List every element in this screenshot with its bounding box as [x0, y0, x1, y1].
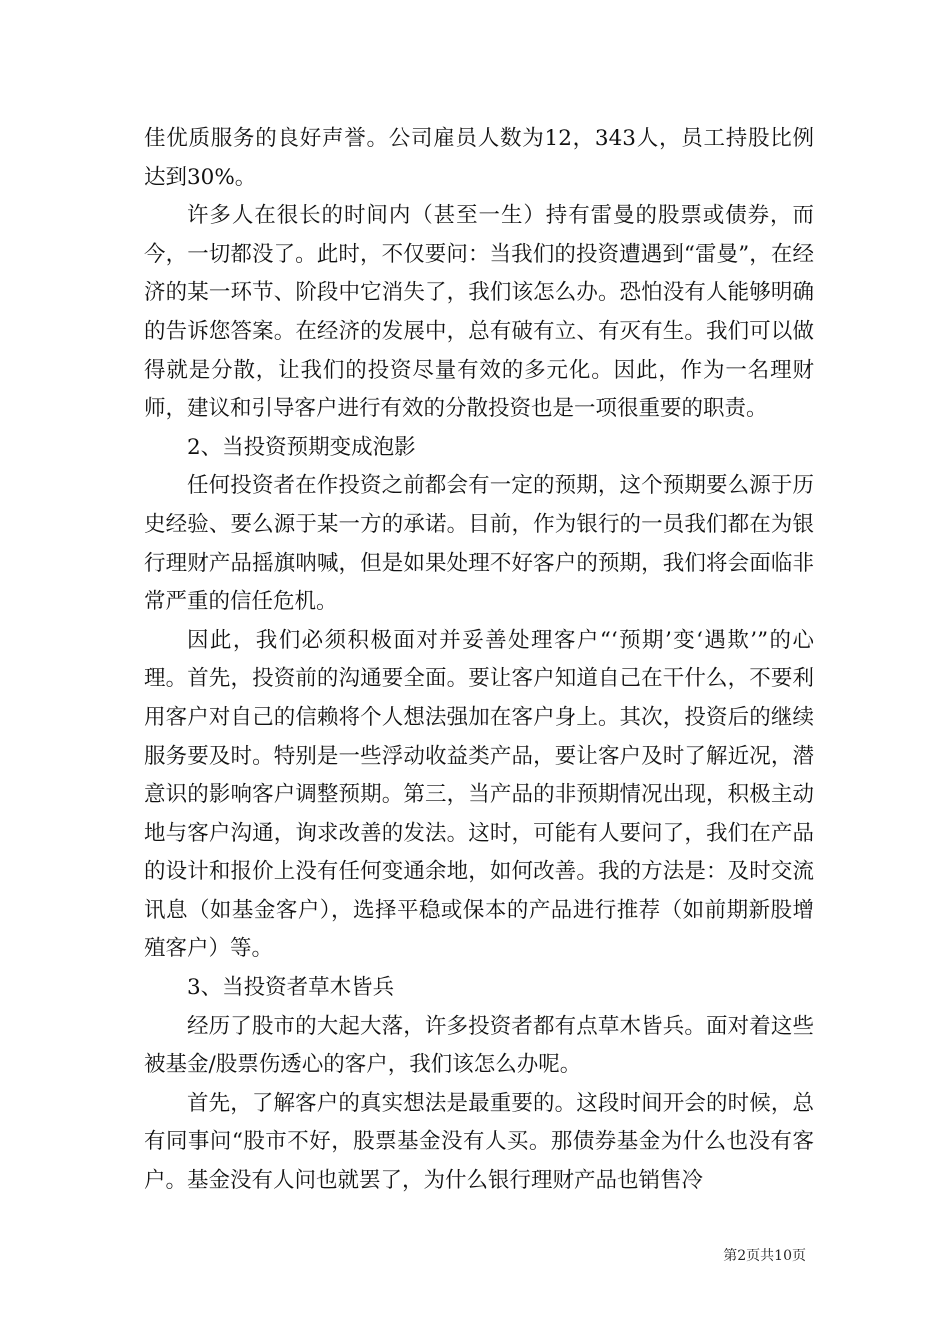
page-number: 第2页共10页 [723, 1248, 806, 1264]
paragraph-continued: 佳优质服务的良好声誉。公司雇员人数为12，343人，员工持股比例达到30%。 [144, 126, 814, 190]
section-heading-3: 3、当投资者草木皆兵 [187, 975, 395, 1001]
paragraph-expectations: 任何投资者在作投资之前都会有一定的预期，这个预期要么源于历史经验、要么源于某一方的承诺。目前，作为银行的一员我们都在为银行理财产品摇旗呐喊，但是如果处理不好客户的预期，我们将会面临非常严重的信任危机。 [144, 473, 814, 615]
paragraph-market-fear: 经历了股市的大起大落，许多投资者都有点草木皆兵。面对着这些被基金/股票伤透心的客户，我们该怎么办呢。 [144, 1013, 814, 1078]
document-body [144, 120, 814, 1201]
paragraph-understand-clients: 首先，了解客户的真实想法是最重要的。这段时间开会的时候，总有同事问“股市不好，股票基金没有人买。那债券基金为什么也没有客户。基金没有人问也就罢了，为什么银行理财产品也销售冷 [144, 1090, 814, 1194]
section-heading-2: 2、当投资预期变成泡影 [187, 434, 416, 460]
paragraph-handling-expectations: 因此，我们必须积极面对并妥善处理客户“‘预期’变‘遇欺’”的心理。首先，投资前的沟通要全面。要让客户知道自己在干什么，不要利用客户对自己的信赖将个人想法强加在客户身上。其次，投资后的继续服务要及时。特别是一些浮动收益类产品，要让客户及时了解近况，潜意识的影响客户调整预期。第三，当产品的非预期情况出现，积极主动地与客户沟通，询求改善的发法。这时，可能有人要问了，我们在产品的设计和报价上没有任何变通余地，如何改善。我的方法是：及时交流讯息（如基金客户），选择平稳或保本的产品进行推荐（如前期新股增殖客户）等。 [144, 627, 814, 962]
paragraph-lehman: 许多人在很长的时间内（甚至一生）持有雷曼的股票或债券，而今，一切都没了。此时，不仅要问：当我们的投资遭遇到“雷曼”，在经济的某一环节、阶段中它消失了，我们该怎么办。恐怕没有人能够明确的告诉您答案。在经济的发展中，总有破有立、有灭有生。我们可以做得就是分散，让我们的投资尽量有效的多元化。因此，作为一名理财师，建议和引导客户进行有效的分散投资也是一项很重要的职责。 [144, 203, 814, 422]
